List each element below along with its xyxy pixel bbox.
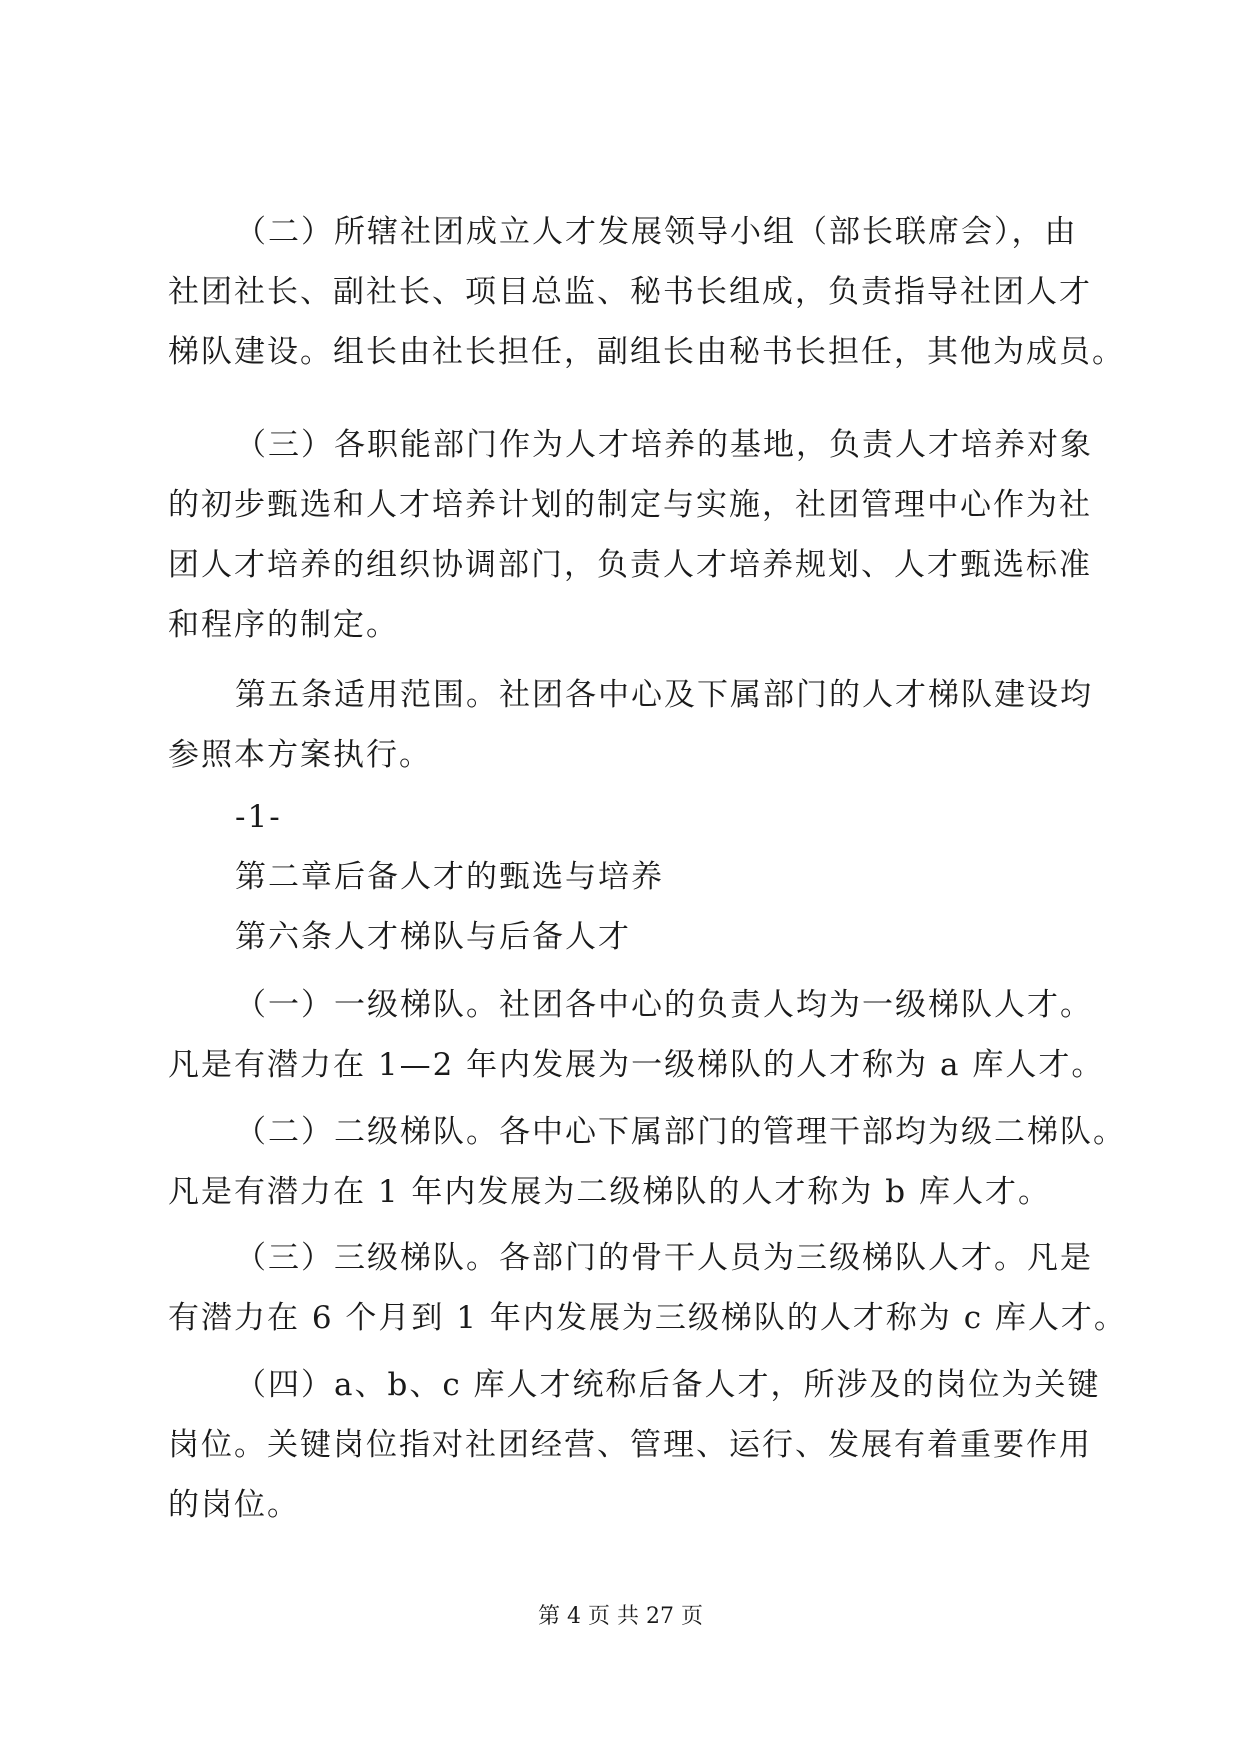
paragraph-line: 的初步甄选和人才培养计划的制定与实施，社团管理中心作为社 <box>168 487 1092 523</box>
paragraph-line: 梯队建设。组长由社长担任，副组长由秘书长担任，其他为成员。 <box>168 334 1125 370</box>
paragraph-line: （四）a、b、c 库人才统称后备人才，所涉及的岗位为关键 <box>235 1367 1101 1403</box>
article-heading: 第六条人才梯队与后备人才 <box>235 919 631 955</box>
paragraph-line: （二）所辖社团成立人才发展领导小组（部长联席会），由 <box>235 214 1078 250</box>
paragraph-line: 岗位。关键岗位指对社团经营、管理、运行、发展有着重要作用 <box>168 1427 1092 1463</box>
paragraph-line: （三）三级梯队。各部门的骨干人员为三级梯队人才。凡是 <box>235 1240 1093 1276</box>
paragraph-line: 凡是有潜力在 1—2 年内发展为一级梯队的人才称为 a 库人才。 <box>168 1047 1105 1083</box>
paragraph-line: 参照本方案执行。 <box>168 737 432 773</box>
paragraph-line: （一）一级梯队。社团各中心的负责人均为一级梯队人才。 <box>235 987 1093 1023</box>
paragraph-line: 凡是有潜力在 1 年内发展为二级梯队的人才称为 b 库人才。 <box>168 1174 1051 1210</box>
paragraph-line: 社团社长、副社长、项目总监、秘书长组成，负责指导社团人才 <box>168 274 1092 310</box>
paragraph-line: 第五条适用范围。社团各中心及下属部门的人才梯队建设均 <box>235 677 1093 713</box>
paragraph-line: 的岗位。 <box>168 1487 300 1523</box>
paragraph-line: （二）二级梯队。各中心下属部门的管理干部均为级二梯队。 <box>235 1114 1126 1150</box>
paragraph-line: 有潜力在 6 个月到 1 年内发展为三级梯队的人才称为 c 库人才。 <box>168 1300 1127 1336</box>
page-footer: 第 4 页 共 27 页 <box>538 1604 703 1629</box>
paragraph-line: （三）各职能部门作为人才培养的基地，负责人才培养对象 <box>235 427 1093 463</box>
chapter-heading: 第二章后备人才的甄选与培养 <box>235 859 664 895</box>
paragraph-line: 团人才培养的组织协调部门，负责人才培养规划、人才甄选标准 <box>168 547 1092 583</box>
page-number-marker: -1- <box>235 799 282 835</box>
paragraph-line: 和程序的制定。 <box>168 607 399 643</box>
